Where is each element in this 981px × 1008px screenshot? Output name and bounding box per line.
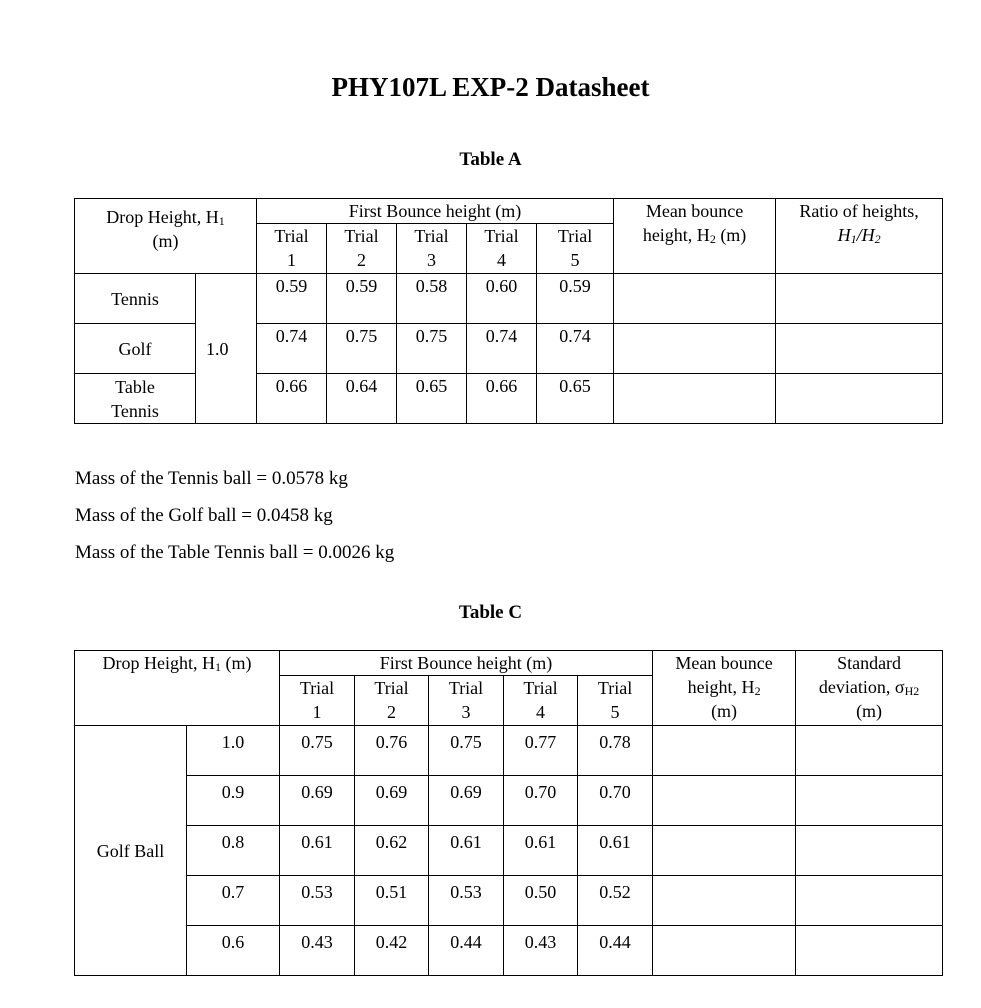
- drop-height-sub: 1: [215, 660, 221, 674]
- trial-word: Trial: [448, 678, 484, 698]
- sd-header-line1: Standard: [837, 653, 902, 673]
- ball-name-line1: Table: [115, 376, 155, 397]
- ratio-h2-sub: 2: [874, 232, 881, 246]
- trial-number: 2: [387, 702, 397, 722]
- mean-header-unit: (m): [711, 701, 738, 721]
- ratio-value-cell: [776, 274, 943, 324]
- mean-value-cell: [614, 274, 776, 324]
- sd-header-sub: H2: [904, 684, 920, 698]
- height-value: 0.7: [187, 876, 280, 926]
- trial-value: 0.74: [257, 324, 327, 374]
- trial-header: [429, 676, 504, 726]
- mean-value-cell: [614, 374, 776, 424]
- mass-table-tennis: Mass of the Table Tennis ball = 0.0026 kg: [75, 542, 395, 563]
- trial-value: 0.75: [280, 726, 355, 776]
- trial-header: [504, 676, 578, 726]
- table-a-drop-height-header: [75, 199, 257, 274]
- drop-height-unit: (m): [221, 653, 252, 673]
- trial-word: Trial: [597, 678, 633, 698]
- ball-name-line2: Tennis: [111, 400, 159, 421]
- table-a-caption: Table A: [459, 149, 522, 170]
- mean-header-sub: 2: [754, 684, 761, 698]
- table-row: [75, 274, 943, 324]
- trial-header: [537, 224, 614, 274]
- trial-value: 0.51: [355, 876, 429, 926]
- table-a-first-bounce-header: First Bounce height (m): [257, 199, 614, 224]
- ball-name: [75, 374, 196, 424]
- sd-value-cell: [796, 826, 943, 876]
- trial-value: 0.59: [537, 274, 614, 324]
- trial-word: Trial: [274, 226, 309, 246]
- trial-number: 2: [357, 250, 367, 270]
- trial-value: 0.52: [578, 876, 653, 926]
- ball-name: Tennis: [75, 274, 196, 324]
- trial-number: 3: [461, 702, 471, 722]
- trial-value: 0.64: [327, 374, 397, 424]
- ratio-value-cell: [776, 374, 943, 424]
- trial-header: [578, 676, 653, 726]
- trial-word: Trial: [414, 226, 449, 246]
- sd-value-cell: [796, 776, 943, 826]
- table-c: [74, 650, 943, 976]
- trial-header: [280, 676, 355, 726]
- table-a-mean-header: [614, 199, 776, 274]
- mean-value-cell: [653, 826, 796, 876]
- trial-value: 0.74: [537, 324, 614, 374]
- trial-word: Trial: [374, 678, 409, 698]
- trial-value: 0.70: [578, 776, 653, 826]
- trial-value: 0.69: [280, 776, 355, 826]
- trial-header: [355, 676, 429, 726]
- trial-number: 4: [497, 250, 507, 270]
- trial-header: [397, 224, 467, 274]
- table-row: [75, 876, 943, 926]
- sd-header-line2: deviation, σ: [818, 677, 905, 697]
- trial-header: [257, 224, 327, 274]
- trial-word: Trial: [557, 226, 593, 246]
- mean-value-cell: [653, 876, 796, 926]
- mean-value-cell: [653, 926, 796, 976]
- trial-value: 0.44: [429, 926, 504, 976]
- trial-value: 0.75: [397, 324, 467, 374]
- trial-value: 0.58: [397, 274, 467, 324]
- sd-value-cell: [796, 726, 943, 776]
- trial-value: 0.50: [504, 876, 578, 926]
- sd-value-cell: [796, 876, 943, 926]
- mean-value-cell: [653, 726, 796, 776]
- mean-header-line1: Mean bounce: [675, 653, 773, 673]
- mean-header-unit: (m): [715, 225, 747, 245]
- trial-value: 0.76: [355, 726, 429, 776]
- sd-header-unit: (m): [856, 701, 883, 721]
- height-value: 0.6: [187, 926, 280, 976]
- trial-value: 0.60: [467, 274, 537, 324]
- ratio-header-line1: Ratio of heights,: [799, 201, 919, 221]
- table-a-ratio-header: [776, 199, 943, 274]
- trial-value: 0.74: [467, 324, 537, 374]
- ball-name: Golf: [75, 324, 196, 374]
- ratio-h2: /H: [856, 225, 875, 245]
- mean-header-line1: Mean bounce: [645, 201, 744, 221]
- trial-value: 0.69: [429, 776, 504, 826]
- trial-value: 0.66: [257, 374, 327, 424]
- mass-list: [75, 460, 394, 571]
- drop-height-label: Drop Height, H: [102, 653, 215, 673]
- trial-number: 1: [312, 702, 322, 722]
- trial-value: 0.77: [504, 726, 578, 776]
- trial-value: 0.61: [280, 826, 355, 876]
- trial-number: 1: [287, 250, 297, 270]
- trial-value: 0.66: [467, 374, 537, 424]
- mass-golf: Mass of the Golf ball = 0.0458 kg: [75, 505, 333, 526]
- trial-word: Trial: [484, 226, 519, 246]
- table-row: [75, 776, 943, 826]
- table-c-caption: Table C: [458, 602, 523, 623]
- height-value: 0.8: [187, 826, 280, 876]
- ball-label: Golf Ball: [75, 726, 187, 976]
- trial-value: 0.78: [578, 726, 653, 776]
- trial-value: 0.75: [327, 324, 397, 374]
- trial-value: 0.61: [504, 826, 578, 876]
- trial-value: 0.75: [429, 726, 504, 776]
- trial-word: Trial: [344, 226, 379, 246]
- mean-header-line2: height, H: [687, 677, 755, 697]
- table-c-drop-height-header: [75, 651, 280, 726]
- mean-header-line2: height, H: [642, 225, 710, 245]
- trial-number: 5: [610, 702, 620, 722]
- table-row: [75, 826, 943, 876]
- mean-value-cell: [614, 324, 776, 374]
- ratio-value-cell: [776, 324, 943, 374]
- trial-value: 0.59: [327, 274, 397, 324]
- trial-word: Trial: [299, 678, 335, 698]
- trial-value: 0.65: [397, 374, 467, 424]
- table-a: [74, 198, 943, 424]
- table-row: [75, 926, 943, 976]
- drop-height-unit: (m): [152, 231, 179, 251]
- ratio-h1: H: [837, 225, 851, 245]
- trial-value: 0.43: [504, 926, 578, 976]
- trial-value: 0.61: [578, 826, 653, 876]
- mass-tennis: Mass of the Tennis ball = 0.0578 kg: [75, 468, 348, 489]
- trial-number: 4: [536, 702, 546, 722]
- trial-value: 0.53: [280, 876, 355, 926]
- trial-header: [327, 224, 397, 274]
- mean-value-cell: [653, 776, 796, 826]
- trial-value: 0.69: [355, 776, 429, 826]
- trial-value: 0.42: [355, 926, 429, 976]
- height-value: 1.0: [187, 726, 280, 776]
- mean-header-sub: 2: [709, 232, 716, 246]
- drop-height-label: Drop Height, H: [106, 207, 219, 227]
- trial-header: [467, 224, 537, 274]
- height-value: 0.9: [187, 776, 280, 826]
- table-c-mean-header: [653, 651, 796, 726]
- trial-value: 0.44: [578, 926, 653, 976]
- trial-value: 0.53: [429, 876, 504, 926]
- page-title: PHY107L EXP-2 Datasheet: [331, 72, 650, 102]
- trial-number: 3: [427, 250, 437, 270]
- table-c-first-bounce-header: First Bounce height (m): [280, 651, 653, 676]
- trial-word: Trial: [523, 678, 558, 698]
- drop-height-value: 1.0: [196, 274, 257, 424]
- trial-value: 0.65: [537, 374, 614, 424]
- ratio-h1-sub: 1: [850, 232, 857, 246]
- trial-value: 0.43: [280, 926, 355, 976]
- sd-value-cell: [796, 926, 943, 976]
- drop-height-sub: 1: [218, 214, 225, 228]
- trial-value: 0.62: [355, 826, 429, 876]
- table-c-sd-header: [796, 651, 943, 726]
- trial-value: 0.61: [429, 826, 504, 876]
- table-row: [75, 726, 943, 776]
- trial-value: 0.59: [257, 274, 327, 324]
- trial-number: 5: [570, 250, 580, 270]
- trial-value: 0.70: [504, 776, 578, 826]
